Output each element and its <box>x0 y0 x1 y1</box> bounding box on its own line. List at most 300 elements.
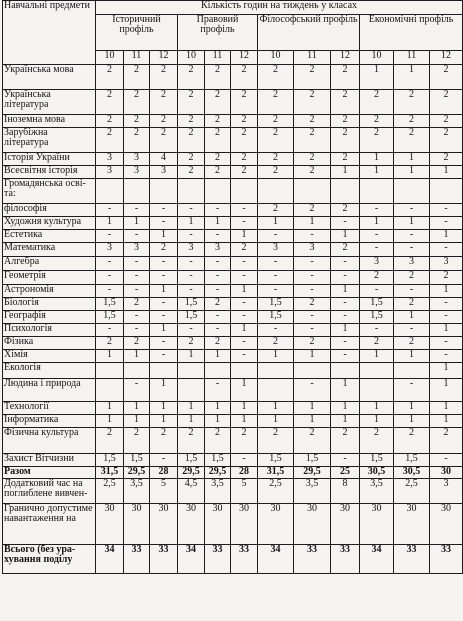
hours-cell <box>205 363 231 379</box>
hours-cell: 30 <box>430 504 463 545</box>
hours-cell: 30 <box>96 504 124 545</box>
hours-cell: - <box>231 257 258 271</box>
hours-cell: 2 <box>124 115 150 128</box>
hours-cell: - <box>150 298 178 311</box>
hours-cell: 2 <box>205 115 231 128</box>
hours-cell: 1 <box>205 350 231 363</box>
hours-cell: - <box>394 243 430 257</box>
hours-cell: 2 <box>205 153 231 166</box>
hours-cell: 2 <box>331 204 360 217</box>
hours-cell: 1 <box>360 65 394 90</box>
hours-cell: 30,5 <box>394 467 430 479</box>
hours-cell: - <box>96 324 124 337</box>
subject-name: Геометрія <box>3 271 96 285</box>
hours-cell: 2 <box>96 428 124 454</box>
hours-cell: 2 <box>394 337 430 350</box>
hours-cell: - <box>430 298 463 311</box>
hours-cell: 2 <box>178 166 205 179</box>
table-row <box>3 115 463 128</box>
hours-cell: - <box>430 311 463 324</box>
grade-header: 10 <box>178 51 205 65</box>
hours-cell: - <box>205 271 231 285</box>
grade-header: 11 <box>205 51 231 65</box>
hours-cell: 2 <box>124 90 150 115</box>
hours-cell <box>294 363 331 379</box>
table-row <box>3 243 463 257</box>
subject-name: Всього (без урахування поділу <box>3 545 96 574</box>
hours-cell: - <box>294 230 331 243</box>
hours-cell: 33 <box>294 545 331 574</box>
hours-cell: 1 <box>294 402 331 415</box>
hours-cell: - <box>205 311 231 324</box>
table-row <box>3 454 463 467</box>
hours-cell <box>178 363 205 379</box>
hours-cell: - <box>124 285 150 298</box>
hours-cell: 31,5 <box>258 467 294 479</box>
hours-cell: 2 <box>178 128 205 153</box>
table-row <box>3 350 463 363</box>
hours-cell: - <box>394 285 430 298</box>
hours-cell <box>96 379 124 402</box>
hours-cell: - <box>124 324 150 337</box>
subject-name: Інформатика <box>3 415 96 428</box>
hours-cell: - <box>150 350 178 363</box>
hours-cell: 1 <box>394 217 430 230</box>
hours-cell: 33 <box>205 545 231 574</box>
hours-cell: - <box>430 204 463 217</box>
hours-cell: 4 <box>150 153 178 166</box>
hours-cell: 2 <box>360 90 394 115</box>
hours-cell: - <box>205 257 231 271</box>
hours-cell: 2 <box>150 428 178 454</box>
hours-cell: 2 <box>96 90 124 115</box>
grade-header: 12 <box>331 51 360 65</box>
hours-cell: 2 <box>430 428 463 454</box>
hours-cell: 2 <box>360 428 394 454</box>
hours-cell: 2 <box>430 90 463 115</box>
hours-cell: - <box>205 230 231 243</box>
hours-cell: 1 <box>178 415 205 428</box>
hours-cell: 1 <box>360 350 394 363</box>
table-row <box>3 337 463 350</box>
hours-cell: 2 <box>258 204 294 217</box>
hours-cell: 1 <box>294 217 331 230</box>
hours-cell: 29,5 <box>124 467 150 479</box>
hours-cell: 2 <box>231 166 258 179</box>
hours-cell: 2 <box>294 90 331 115</box>
hours-cell: - <box>294 271 331 285</box>
hours-cell <box>360 179 394 204</box>
hours-cell: - <box>294 324 331 337</box>
subject-name: Фізика <box>3 337 96 350</box>
hours-cell: 3 <box>96 243 124 257</box>
subject-name: Гранично допустиме навантаження на <box>3 504 96 545</box>
subject-name: Додатковий час на поглиблене вивчен- <box>3 479 96 504</box>
profile-law-header: Правовий профіль <box>178 15 258 51</box>
hours-cell: 2 <box>258 115 294 128</box>
hours-cell: 3 <box>258 243 294 257</box>
subject-name: Художня культура <box>3 217 96 230</box>
hours-cell: 2 <box>258 65 294 90</box>
hours-cell: - <box>178 204 205 217</box>
hours-cell: 2,5 <box>258 479 294 504</box>
hours-cell: 2 <box>231 115 258 128</box>
hours-cell: 1 <box>394 311 430 324</box>
hours-cell: 1 <box>231 324 258 337</box>
hours-cell: 34 <box>258 545 294 574</box>
hours-cell: - <box>231 204 258 217</box>
hours-cell: 3 <box>96 166 124 179</box>
profile-philosophy-header: Філософський профіль <box>258 15 360 51</box>
hours-cell <box>124 179 150 204</box>
hours-cell: 2 <box>331 153 360 166</box>
subject-name: Біологія <box>3 298 96 311</box>
hours-cell: 3 <box>205 243 231 257</box>
hours-cell: 2 <box>124 65 150 90</box>
grade-header: 10 <box>258 51 294 65</box>
hours-cell: 1 <box>205 415 231 428</box>
hours-cell: 30 <box>178 504 205 545</box>
hours-cell: - <box>231 454 258 467</box>
hours-cell: 2 <box>178 115 205 128</box>
hours-cell: 3,5 <box>360 479 394 504</box>
hours-cell: 2 <box>430 115 463 128</box>
hours-cell: 2 <box>258 166 294 179</box>
hours-cell: 2 <box>150 90 178 115</box>
hours-cell: 34 <box>360 545 394 574</box>
subject-name: Іноземна мова <box>3 115 96 128</box>
hours-cell: 1,5 <box>124 454 150 467</box>
hours-cell: - <box>96 285 124 298</box>
hours-cell: 1 <box>331 230 360 243</box>
hours-cell: - <box>231 217 258 230</box>
hours-cell: 1 <box>205 402 231 415</box>
hours-cell <box>96 363 124 379</box>
hours-cell: 2 <box>294 298 331 311</box>
hours-cell: 2 <box>294 153 331 166</box>
hours-cell: 2 <box>178 153 205 166</box>
hours-cell: - <box>178 230 205 243</box>
subject-name: Людина і природа <box>3 379 96 402</box>
hours-cell: 1 <box>258 350 294 363</box>
hours-cell: 30 <box>150 504 178 545</box>
table-row <box>3 379 463 402</box>
hours-cell: - <box>96 204 124 217</box>
hours-cell: 2 <box>331 115 360 128</box>
hours-cell: 2 <box>394 115 430 128</box>
hours-cell: 1 <box>205 217 231 230</box>
hours-cell: - <box>150 204 178 217</box>
hours-cell: 2,5 <box>394 479 430 504</box>
hours-cell <box>430 179 463 204</box>
hours-cell: 1 <box>360 166 394 179</box>
hours-cell: 2 <box>294 65 331 90</box>
hours-cell: 2 <box>294 115 331 128</box>
grade-header: 12 <box>150 51 178 65</box>
hours-cell: - <box>430 337 463 350</box>
subject-name: Технології <box>3 402 96 415</box>
hours-cell: 2 <box>205 65 231 90</box>
hours-cell: 1 <box>124 217 150 230</box>
hours-cell: 1 <box>150 379 178 402</box>
hours-cell: - <box>124 204 150 217</box>
grade-header: 10 <box>96 51 124 65</box>
hours-cell: 1 <box>394 402 430 415</box>
hours-cell: 30 <box>331 504 360 545</box>
profile-economics-header: Економічні профіль <box>360 15 463 51</box>
hours-cell: 1 <box>394 350 430 363</box>
hours-cell <box>231 363 258 379</box>
table-row <box>3 285 463 298</box>
hours-cell: - <box>231 298 258 311</box>
hours-cell: 2 <box>258 128 294 153</box>
hours-cell: - <box>178 257 205 271</box>
hours-cell: 1 <box>231 379 258 402</box>
hours-cell: 1 <box>178 402 205 415</box>
hours-cell: 1 <box>124 350 150 363</box>
hours-cell: - <box>331 298 360 311</box>
hours-cell: - <box>231 350 258 363</box>
hours-cell: 2 <box>360 337 394 350</box>
hours-cell: 2 <box>430 65 463 90</box>
subject-name: Екологія <box>3 363 96 379</box>
hours-cell: - <box>294 379 331 402</box>
hours-cell: - <box>430 243 463 257</box>
hours-cell: 2 <box>96 337 124 350</box>
hours-cell: 2 <box>360 115 394 128</box>
hours-cell: 2 <box>394 90 430 115</box>
hours-cell: 33 <box>124 545 150 574</box>
hours-cell: 1 <box>96 350 124 363</box>
hours-cell: 3,5 <box>294 479 331 504</box>
hours-cell: 1 <box>360 217 394 230</box>
hours-cell: - <box>150 311 178 324</box>
hours-cell: 3,5 <box>205 479 231 504</box>
hours-cell: - <box>205 379 231 402</box>
hours-cell: - <box>124 230 150 243</box>
hours-cell: 1 <box>430 402 463 415</box>
hours-cell: 2 <box>178 428 205 454</box>
grade-header: 12 <box>231 51 258 65</box>
hours-cell: - <box>96 230 124 243</box>
hours-cell: 1 <box>258 217 294 230</box>
hours-cell: 2 <box>150 128 178 153</box>
hours-cell: 1,5 <box>258 298 294 311</box>
hours-cell: 3 <box>394 257 430 271</box>
grade-header: 11 <box>124 51 150 65</box>
hours-cell: 1 <box>430 379 463 402</box>
hours-cell: 2,5 <box>96 479 124 504</box>
subjects-header: Навчальні предмети <box>3 1 96 65</box>
subject-name: Естетика <box>3 230 96 243</box>
hours-cell: 31,5 <box>96 467 124 479</box>
hours-cell: 1 <box>178 350 205 363</box>
hours-cell: 2 <box>231 90 258 115</box>
hours-cell: 2 <box>124 337 150 350</box>
hours-cell: 1 <box>96 217 124 230</box>
hours-cell: 30,5 <box>360 467 394 479</box>
hours-cell: 2 <box>294 166 331 179</box>
hours-cell: 2 <box>394 298 430 311</box>
hours-cell: - <box>231 271 258 285</box>
hours-cell: - <box>150 337 178 350</box>
hours-cell: 1 <box>150 324 178 337</box>
hours-cell: 3 <box>124 243 150 257</box>
table-row <box>3 153 463 166</box>
hours-cell: 33 <box>331 545 360 574</box>
hours-cell: 3 <box>124 166 150 179</box>
hours-cell: - <box>124 311 150 324</box>
hours-cell <box>360 379 394 402</box>
table-row <box>3 504 463 545</box>
hours-cell: 30 <box>294 504 331 545</box>
hours-cell: 2 <box>205 128 231 153</box>
hours-cell: 2 <box>96 115 124 128</box>
hours-cell: 2 <box>150 115 178 128</box>
hours-cell: 3 <box>96 153 124 166</box>
hours-cell: - <box>360 285 394 298</box>
hours-cell: 1 <box>231 230 258 243</box>
hours-cell: 34 <box>96 545 124 574</box>
hours-cell <box>231 179 258 204</box>
grade-header: 10 <box>360 51 394 65</box>
table-row <box>3 324 463 337</box>
table-row <box>3 90 463 115</box>
hours-cell: 2 <box>96 65 124 90</box>
hours-cell: 2 <box>124 428 150 454</box>
hours-cell: 1 <box>430 285 463 298</box>
hours-cell: 1 <box>258 402 294 415</box>
table-row <box>3 65 463 90</box>
hours-cell: 2 <box>205 298 231 311</box>
hours-cell: 1,5 <box>178 311 205 324</box>
hours-cell: - <box>96 257 124 271</box>
hours-cell: 33 <box>430 545 463 574</box>
hours-cell: 1 <box>231 415 258 428</box>
hours-cell: 1 <box>430 363 463 379</box>
hours-cell: 1 <box>294 350 331 363</box>
hours-cell <box>258 179 294 204</box>
hours-cell: 1,5 <box>96 454 124 467</box>
hours-cell: - <box>258 230 294 243</box>
hours-cell <box>294 179 331 204</box>
hours-cell: 1,5 <box>360 298 394 311</box>
hours-cell <box>150 363 178 379</box>
hours-cell: 30 <box>430 467 463 479</box>
hours-cell <box>360 363 394 379</box>
hours-cell: 1,5 <box>294 454 331 467</box>
hours-cell: 30 <box>124 504 150 545</box>
table-row <box>3 545 463 574</box>
hours-cell: 1 <box>394 65 430 90</box>
hours-cell: - <box>178 324 205 337</box>
hours-cell <box>394 363 430 379</box>
hours-cell: 8 <box>331 479 360 504</box>
hours-cell <box>205 179 231 204</box>
hours-cell: 3 <box>430 479 463 504</box>
hours-cell: 1 <box>96 402 124 415</box>
hours-cell: 30 <box>258 504 294 545</box>
hours-cell: 1 <box>430 166 463 179</box>
hours-cell: - <box>205 204 231 217</box>
subject-name: Разом <box>3 467 96 479</box>
hours-cell <box>394 179 430 204</box>
hours-cell: - <box>360 230 394 243</box>
subject-name: філософія <box>3 204 96 217</box>
hours-cell: 30 <box>205 504 231 545</box>
subject-name: Історія України <box>3 153 96 166</box>
hours-cell: - <box>331 311 360 324</box>
hours-cell: 2 <box>231 153 258 166</box>
subject-name: Зарубіжна література <box>3 128 96 153</box>
hours-cell: 30 <box>360 504 394 545</box>
hours-cell: - <box>394 204 430 217</box>
hours-cell: 2 <box>331 90 360 115</box>
hours-cell: 2 <box>231 428 258 454</box>
hours-cell: 3,5 <box>124 479 150 504</box>
table-row <box>3 467 463 479</box>
grade-header: 12 <box>430 51 463 65</box>
hours-cell: - <box>331 271 360 285</box>
table-row <box>3 363 463 379</box>
hours-cell: - <box>430 454 463 467</box>
hours-cell: 1 <box>331 402 360 415</box>
hours-cell: - <box>331 350 360 363</box>
hours-cell: - <box>394 230 430 243</box>
hours-cell: 2 <box>294 428 331 454</box>
hours-cell: - <box>360 204 394 217</box>
hours-cell: 2 <box>294 128 331 153</box>
hours-cell: 2 <box>231 243 258 257</box>
hours-cell: 3 <box>124 153 150 166</box>
hours-cell: 2 <box>258 337 294 350</box>
hours-cell: 1 <box>360 153 394 166</box>
subject-name: Математика <box>3 243 96 257</box>
subject-name: Астрономія <box>3 285 96 298</box>
table-row <box>3 204 463 217</box>
hours-cell: 1 <box>360 402 394 415</box>
hours-header: Кількість годин на тиждень у класах <box>96 1 463 15</box>
hours-cell: - <box>124 271 150 285</box>
hours-cell: - <box>331 337 360 350</box>
hours-cell: 1,5 <box>394 454 430 467</box>
hours-cell: 2 <box>331 65 360 90</box>
hours-cell: 30 <box>231 504 258 545</box>
hours-cell: - <box>430 217 463 230</box>
hours-cell: - <box>96 271 124 285</box>
hours-cell: - <box>124 379 150 402</box>
hours-cell: 2 <box>294 204 331 217</box>
hours-cell: - <box>205 324 231 337</box>
hours-cell: 3 <box>178 243 205 257</box>
hours-cell: 2 <box>150 65 178 90</box>
hours-cell: 2 <box>205 90 231 115</box>
hours-cell: - <box>258 324 294 337</box>
hours-cell: 1 <box>178 217 205 230</box>
hours-cell: 1 <box>150 402 178 415</box>
hours-cell: 1 <box>231 402 258 415</box>
hours-cell: 2 <box>205 166 231 179</box>
subject-name: Фізична культура <box>3 428 96 454</box>
hours-cell: 1 <box>360 415 394 428</box>
hours-cell <box>331 363 360 379</box>
hours-cell: - <box>231 311 258 324</box>
hours-cell: - <box>430 350 463 363</box>
hours-cell: - <box>150 217 178 230</box>
hours-cell: 1 <box>331 379 360 402</box>
hours-cell <box>258 363 294 379</box>
hours-cell: 1,5 <box>96 298 124 311</box>
